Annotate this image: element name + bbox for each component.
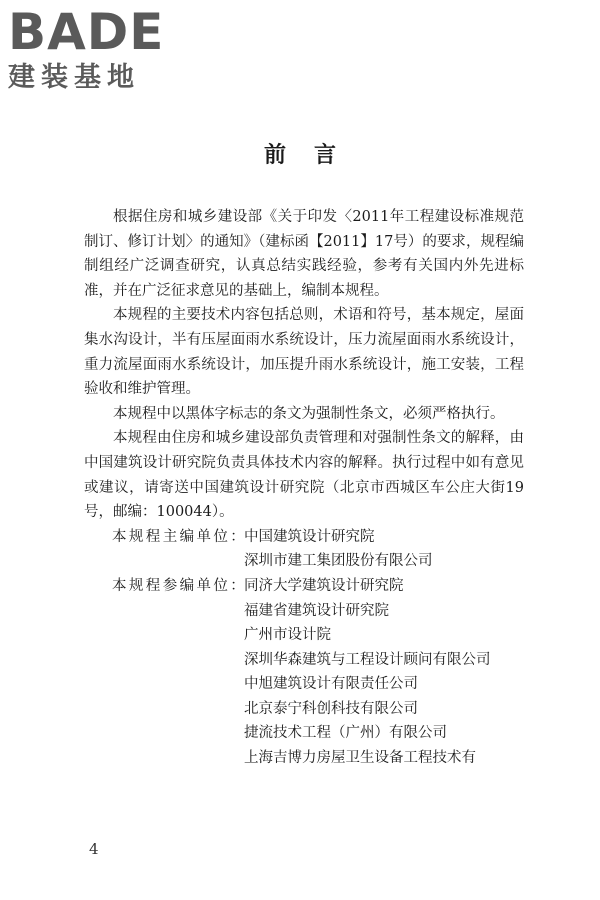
participating-row (84, 672, 524, 697)
participating-row (84, 746, 524, 771)
logo-brand: BADE (8, 3, 165, 61)
paragraph: 本规程的主要技术内容包括总则，术语和符号，基本规定，屋面集水沟设计，半有压屋面雨水系统设计，压力流屋面雨水系统设计，重力流屋面雨水系统设计，加压提升雨水系统设计，施工安装，工程验收和维护管理。 (84, 307, 524, 398)
page-title: 前言 (263, 142, 364, 168)
participating-unit: 福建省建筑设计研究院 (244, 602, 389, 619)
participating-unit: 中旭建筑设计有限责任公司 (244, 676, 418, 693)
participating-row (84, 721, 524, 746)
chief-editor-unit: 深圳市建工集团股份有限公司 (244, 553, 433, 570)
chief-editor-row (84, 525, 524, 550)
participating-row (84, 697, 524, 722)
participating-row (84, 623, 524, 648)
paragraph: 本规程中以黑体字标志的条文为强制性条文，必须严格执行。 (113, 405, 505, 422)
participating-unit: 广州市设计院 (244, 627, 331, 644)
participating-unit: 捷流技术工程（广州）有限公司 (244, 725, 447, 742)
participating-label: 本规程参编单位： (112, 577, 248, 594)
document-body (84, 205, 524, 771)
participating-unit: 北京泰宁科创科技有限公司 (244, 700, 418, 717)
participating-row (84, 599, 524, 624)
participating-row (84, 574, 524, 599)
chief-editor-row (84, 549, 524, 574)
participating-unit: 上海吉博力房屋卫生设备工程技术有 (244, 750, 476, 767)
page-number: 4 (89, 840, 99, 858)
paragraph: 根据住房和城乡建设部《关于印发〈2011年工程建设标准规范制订、修订计划〉的通知》（建标函【2011】17号）的要求，规程编制组经广泛调查研究，认真总结实践经验，参考有关国内外先进标准，并在广泛征求意见的基础上，编制本规程。 (84, 209, 524, 299)
participating-unit: 深圳华森建筑与工程设计顾问有限公司 (244, 651, 491, 668)
participating-unit: 同济大学建筑设计研究院 (244, 577, 404, 594)
chief-editor-label: 本规程主编单位： (112, 528, 248, 545)
paragraph: 本规程由住房和城乡建设部负责管理和对强制性条文的解释，由中国建筑设计研究院负责具体技术内容的解释。执行过程中如有意见或建议，请寄送中国建筑设计研究院（北京市西城区车公庄大街19号，邮编：100044）。 (84, 430, 524, 521)
chief-editor-unit: 中国建筑设计研究院 (244, 528, 375, 545)
logo-subtitle: 建装基地 (8, 62, 140, 93)
logo (8, 3, 183, 94)
participating-row (84, 648, 524, 673)
